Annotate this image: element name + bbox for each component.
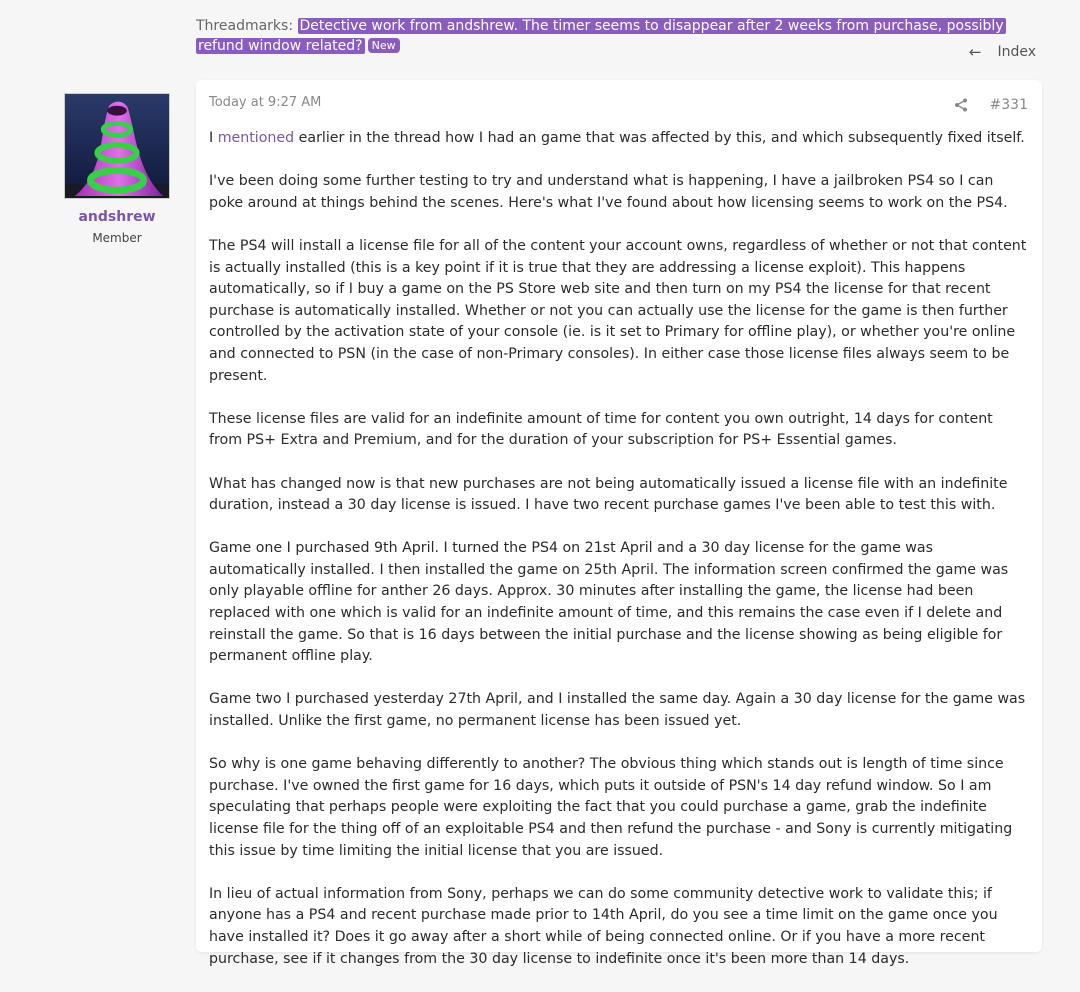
share-icon[interactable] (954, 98, 968, 112)
mentioned-link[interactable]: mentioned (217, 130, 295, 146)
avatar[interactable] (64, 93, 170, 199)
paragraph-3: The PS4 will install a license file for all of the content your account owns, regardless of whether or not that content is actually installed (this is a key point if it is true that they are addressing a license exploit). This happens automatically, so if I buy a game on the PS Store web site and then turn on my PS4 the license for that recent purchase is automatically installed. Whether or not you can actually use the license for the game is then further controlled by the activation state of your console (ie. is it set to Primary for offline play), or whether you're online and connected to PSN (in the case of non-Primary consoles). In either case those license files always seem to be present. (209, 237, 1027, 384)
user-title: Member (92, 231, 142, 245)
arrow-left-icon: ← (968, 43, 982, 61)
threadmarks-bar (196, 16, 1036, 56)
paragraph-2: I've been doing some further testing to try and understand what is happening, I have a jailbroken PS4 so I can poke around at things behind the scenes. Here's what I've found about how licensing seems to work on the PS4. (209, 173, 1008, 211)
username[interactable]: andshrew (78, 209, 156, 225)
post-number-link[interactable]: #331 (989, 97, 1028, 113)
paragraph-9: In lieu of actual information from Sony, perhaps we can do some community detective work to validate this; if anyone has a PS4 and recent purchase made prior to 14th April, do you see a time limit on the game once you have installed it? Does it go away after a short while of being connected online. Or if you have a more recent purchase, see if it changes from the 30 day license to indefinite once it's been more than 14 days. (209, 885, 998, 967)
paragraph-8: So why is one game behaving differently to another? The obvious thing which stands out is length of time since purchase. I've owned the first game for 16 days, which puts it outside of PSN's 14 day refund window. So I am speculating that perhaps people were exploiting the fact that you could purchase a game, grab the indefinite license file for the thing off of an exploitable PS4 and then refund the purchase - and Sony is currently mitigating this issue by time limiting the initial license that you are issued. (209, 756, 1013, 859)
paragraph-1: I mentioned earlier in the thread how I had an game that was affected by this, and which subsequently fixed itself. (209, 130, 1025, 146)
paragraph-4: These license files are valid for an indefinite amount of time for content you own outright, 14 days for content from PS+ Extra and Premium, and for the duration of your subscription for PS+ Essential games. (209, 410, 993, 449)
post-timestamp[interactable]: Today at 9:27 AM (209, 95, 322, 110)
threadmarks-index-link[interactable] (969, 43, 1036, 61)
post-container (196, 80, 1042, 967)
post-actions (954, 97, 1028, 113)
post-body (209, 128, 1029, 992)
user-info (62, 93, 172, 245)
paragraph-7: Game two I purchased yesterday 27th April, and I installed the same day. Again a 30 day license for the game was installed. Unlike the first game, no permanent license has been issued yet. (209, 691, 1026, 730)
paragraph-6: Game one I purchased 9th April. I turned the PS4 on 21st April and a 30 day license for the game was automatically installed. I then installed the game on 25th April. The information screen confirmed the game was only playable offline for anther 26 days. Approx. 30 minutes after installing the game, the license had been replaced with one which is valid for an indefinite amount of time, and this remains the case even if I delete and reinstall the game. So that is 16 days between the initial purchase and the license showing as being eligible for permanent offline play. (209, 540, 1009, 665)
paragraph-5: What has changed now is that new purchases are not being automatically issued a license file with an indefinite duration, instead a 30 day license is issued. I have two recent purchase games I've been able to test this with. (209, 475, 1008, 514)
threadmarks-label: Threadmarks: (196, 18, 294, 34)
threadmark-title-link[interactable]: Detective work from andshrew. The timer seems to disappear after 2 weeks from purchase, possibly refund window related? (198, 18, 1004, 54)
index-label: Index (997, 44, 1036, 60)
new-badge: New (368, 38, 400, 53)
